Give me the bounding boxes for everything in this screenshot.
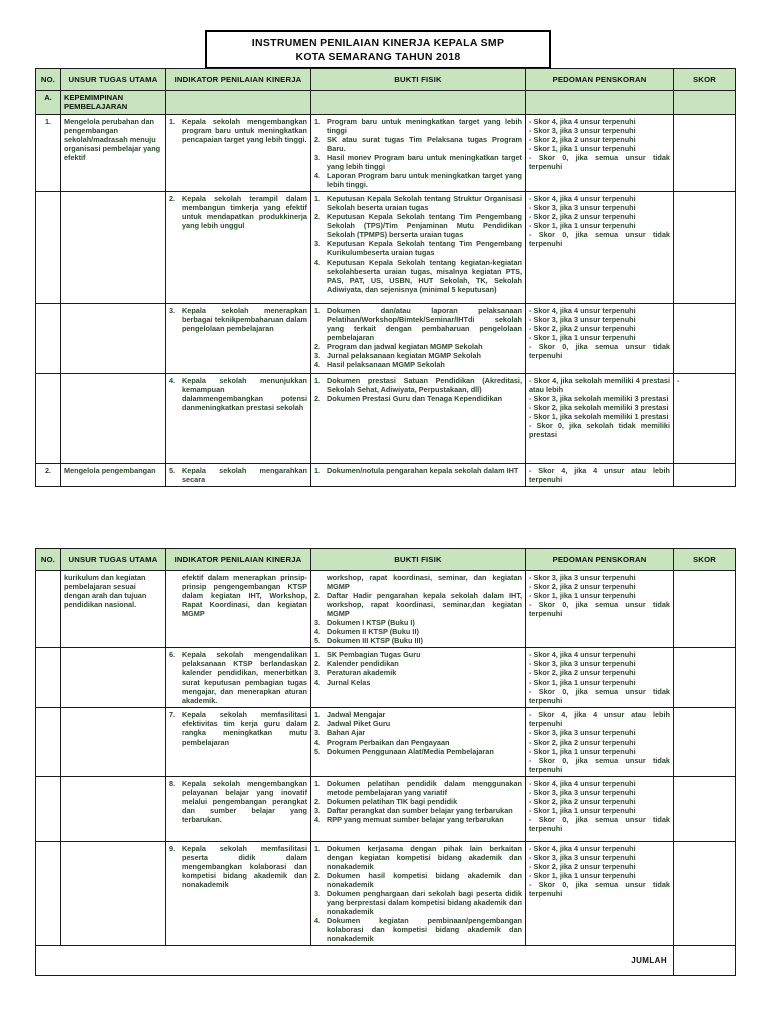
table-row — [36, 192, 736, 304]
bukti-item-text: SK atau surat tugas Tim Pelaksana tugas Program Baru. — [327, 134, 522, 153]
bukti-item-number: 1. — [314, 710, 321, 720]
bukti-item — [314, 153, 522, 171]
cell-skor — [674, 776, 736, 841]
bukti-item — [314, 306, 522, 342]
cell-unsur-tugas-utama: KEPEMIMPINAN PEMBELAJARAN — [61, 91, 166, 115]
pedoman-line: - Skor 4, jika 4 unsur terpenuhi — [529, 650, 636, 660]
bukti-item-number: 3. — [314, 805, 321, 815]
table-row — [36, 571, 736, 648]
bukti-item — [314, 719, 522, 728]
indikator-item — [169, 844, 307, 889]
page-1 — [35, 68, 735, 487]
bukti-item-text: Keputusan Kepala Sekolah tentang Struktur Organisasi Sekolah beserta uraian tugas — [327, 194, 522, 213]
bukti-item-text: Dokumen/notula pengarahan kepala sekolah dalam IHT — [327, 466, 519, 476]
bukti-item-text: Daftar perangkat dan sumber belajar yang terbarukan — [327, 805, 513, 815]
cell-unsur-tugas-utama: Mengelola pengembangan — [61, 464, 166, 487]
bukti-item — [314, 171, 522, 189]
bukti-item-number: 1. — [314, 194, 321, 204]
document-title-line2: KOTA SEMARANG TAHUN 2018 — [295, 51, 461, 64]
bukti-item — [314, 627, 522, 636]
cell-no — [36, 708, 61, 776]
bukti-item — [314, 466, 522, 475]
pedoman-line: - Skor 1, jika sekolah memiliki 1 prestasi — [529, 412, 669, 422]
pedoman-line: - Skor 0, jika semua unsur tidak terpenuhi — [529, 755, 670, 774]
bukti-item-text: Program dan jadwal kegiatan MGMP Sekolah — [327, 342, 483, 352]
bukti-item-text: Jurnal pelaksanaan kegiatan MGMP Sekolah — [327, 351, 481, 361]
bukti-item — [314, 871, 522, 889]
indikator-item — [169, 376, 307, 412]
cell-no: 1. — [36, 114, 61, 191]
bukti-item-number: 4. — [314, 257, 321, 267]
column-header: BUKTI FISIK — [311, 69, 526, 91]
pedoman-line: - Skor 4, jika 4 unsur terpenuhi — [529, 778, 636, 788]
pedoman-line: - Skor 2, jika 2 unsur terpenuhi — [529, 861, 636, 871]
bukti-item-text: Dokumen III KTSP (Buku III) — [327, 636, 423, 646]
table-row — [36, 374, 736, 464]
cell-bukti-fisik — [311, 648, 526, 708]
bukti-item-number: 5. — [314, 746, 321, 756]
bukti-item-number: 4. — [314, 737, 321, 747]
cell-no — [36, 776, 61, 841]
cell-bukti-fisik — [311, 464, 526, 487]
cell-unsur-tugas-utama — [61, 374, 166, 464]
pedoman-line: - Skor 2, jika 2 unsur terpenuhi — [529, 212, 636, 222]
indikator-text: Kepala sekolah memfasilitasi peserta didik dalam mengembangkan kolaborasi dan kompetisi bidang akademik dan nonakademik — [182, 843, 307, 889]
bukti-item — [314, 258, 522, 294]
indikator-text: Kepala sekolah terampil dalam membangun timkerja yang efektif untuk mendapatkan produkkinerja yang lebih unggul — [182, 194, 307, 231]
jumlah-row — [36, 946, 736, 976]
bukti-item-number: 2. — [314, 659, 321, 669]
bukti-item — [314, 710, 522, 719]
bukti-item-number: 2. — [314, 394, 321, 404]
cell-unsur-tugas-utama — [61, 648, 166, 708]
pedoman-line: - Skor 0, jika semua unsur tidak terpenuhi — [529, 879, 670, 898]
pedoman-line: - Skor 0, jika semua unsur tidak terpenuhi — [529, 600, 670, 619]
cell-skor: - — [674, 374, 736, 464]
cell-indikator — [166, 114, 311, 191]
cell-pedoman-penskoran — [526, 192, 674, 304]
indikator-item — [169, 710, 307, 746]
cell-no — [36, 841, 61, 946]
pedoman-line: - Skor 1, jika 1 unsur terpenuhi — [529, 746, 636, 756]
indikator-item — [169, 306, 307, 333]
bukti-item-number: 1. — [314, 116, 321, 126]
column-header: PEDOMAN PENSKORAN — [526, 549, 674, 571]
cell-bukti-fisik — [311, 114, 526, 191]
column-header: BUKTI FISIK — [311, 549, 526, 571]
page-2 — [35, 548, 735, 976]
indikator-number: 8. — [169, 778, 176, 788]
table-header-row — [36, 69, 736, 91]
pedoman-line: - Skor 4, jika 4 unsur terpenuhi — [529, 306, 636, 316]
pedoman-line: - Skor 3, jika 3 unsur terpenuhi — [529, 315, 636, 325]
cell-indikator — [166, 304, 311, 374]
table-row — [36, 114, 736, 191]
bukti-item-text: Dokumen II KTSP (Buku II) — [327, 627, 419, 637]
cell-no — [36, 304, 61, 374]
cell-unsur-tugas-utama: Mengelola perubahan dan pengembangan sekolah/madrasah menuju organisasi pembelajar yang efektif — [61, 114, 166, 191]
column-header: INDIKATOR PENILAIAN KINERJA — [166, 549, 311, 571]
bukti-item-text: Program baru untuk meningkatkan target yang lebih tinggi — [327, 116, 522, 135]
bukti-item-number: 4. — [314, 916, 321, 926]
table-row — [36, 648, 736, 708]
bukti-item-number: 2. — [314, 342, 321, 352]
bukti-item-text: Dokumen I KTSP (Buku I) — [327, 618, 415, 628]
bukti-item — [314, 618, 522, 627]
pedoman-line: - Skor 2, jika 2 unsur terpenuhi — [529, 737, 636, 747]
bukti-item — [314, 728, 522, 737]
pedoman-line: - Skor 3, jika 3 unsur terpenuhi — [529, 659, 636, 669]
bukti-item — [314, 376, 522, 394]
document-title — [205, 30, 551, 69]
cell-skor — [674, 648, 736, 708]
cell-no — [36, 374, 61, 464]
cell-skor — [674, 841, 736, 946]
bukti-item-text: Keputusan Kepala Sekolah tentang Tim Pengembang Sekolah (TPS)/Tim Penjaminan Mutu Pendidikan Sekolah (TPMPS) berserta uraian tugas — [327, 212, 522, 240]
bukti-item-number: 3. — [314, 239, 321, 249]
column-header: NO. — [36, 549, 61, 571]
bukti-item-number: 3. — [314, 668, 321, 678]
pedoman-line: - Skor 2, jika 2 unsur terpenuhi — [529, 582, 636, 592]
bukti-item-number: 4. — [314, 360, 321, 370]
pedoman-line: - Skor 4, jika 4 unsur terpenuhi — [529, 843, 636, 853]
indikator-item — [169, 194, 307, 230]
cell-indikator — [166, 776, 311, 841]
bukti-item-text: Jurnal Kelas — [327, 677, 371, 687]
column-header: UNSUR TUGAS UTAMA — [61, 69, 166, 91]
bukti-item — [314, 135, 522, 153]
table-row — [36, 776, 736, 841]
cell-indikator — [166, 192, 311, 304]
table-row — [36, 91, 736, 115]
bukti-item-number: 1. — [314, 843, 321, 853]
bukti-item-number: 4. — [314, 814, 321, 824]
bukti-item-number: 2. — [314, 796, 321, 806]
indikator-item — [169, 650, 307, 704]
bukti-item — [314, 342, 522, 351]
bukti-item-number: 5. — [314, 636, 321, 646]
bukti-item-number: 2. — [314, 719, 321, 729]
bukti-item-number: 2. — [314, 870, 321, 880]
bukti-item-text: Jadwal Piket Guru — [327, 719, 391, 729]
cell-skor — [674, 571, 736, 648]
table-row — [36, 841, 736, 946]
bukti-item — [314, 747, 522, 756]
bukti-item — [314, 889, 522, 916]
bukti-item-number: 1. — [314, 778, 321, 788]
document-title-line1: INSTRUMEN PENILAIAN KINERJA KEPALA SMP — [251, 37, 505, 49]
pedoman-line: - Skor 3, jika 3 unsur terpenuhi — [529, 125, 636, 135]
bukti-item-text: Dokumen pelatihan TIK bagi pendidik — [327, 796, 458, 806]
bukti-item-text: Dokumen prestasi Satuan Pendidikan (Akreditasi, Sekolah Sehat, Adiwiyata, Perpustakaan, dll) — [327, 376, 522, 395]
pedoman-line: - Skor 3, jika 3 unsur terpenuhi — [529, 573, 636, 582]
indikator-text: Kepala sekolah mengembangkan pelayanan belajar yang inovatif melalui pengembangan perangkat dan sumber belajar yang terbarukan. — [182, 778, 307, 824]
bukti-item — [314, 636, 522, 645]
cell-bukti-fisik — [311, 571, 526, 648]
pedoman-line: - Skor 1, jika 1 unsur terpenuhi — [529, 870, 636, 880]
pedoman-line: - Skor 3, jika 3 unsur terpenuhi — [529, 852, 636, 862]
table-row — [36, 304, 736, 374]
bukti-item — [314, 806, 522, 815]
cell-bukti-fisik — [311, 708, 526, 776]
jumlah-label: JUMLAH — [36, 946, 674, 976]
table-header-row — [36, 549, 736, 571]
pedoman-line: - Skor 0, jika semua unsur tidak terpenuhi — [529, 153, 670, 172]
bukti-item-text: Dokumen kegiatan pembinaan/pengembangan kolaborasi dan kompetisi bidang akademik dan nonakademik — [327, 916, 522, 944]
cell-unsur-tugas-utama — [61, 776, 166, 841]
bukti-item — [314, 591, 522, 618]
pedoman-line: - Skor 2, jika 2 unsur terpenuhi — [529, 324, 636, 334]
jumlah-skor-cell — [674, 946, 736, 976]
bukti-item-text: Dokumen kerjasama dengan pihak lain berkaitan dengan kegiatan kompetisi bidang akademik dan nonakademik — [327, 843, 522, 871]
indikator-item — [169, 117, 307, 144]
bukti-item-number: 2. — [314, 591, 321, 601]
bukti-item-number: 4. — [314, 677, 321, 687]
cell-pedoman-penskoran — [526, 114, 674, 191]
bukti-item-number: 3. — [314, 888, 321, 898]
pedoman-line: - Skor 4, jika 4 unsur atau lebih terpenuhi — [529, 466, 670, 485]
pedoman-line: - Skor 3, jika 3 unsur terpenuhi — [529, 787, 636, 797]
cell-bukti-fisik — [311, 91, 526, 115]
page-2-assessment-table — [35, 548, 736, 976]
bukti-item — [314, 916, 522, 943]
cell-pedoman-penskoran — [526, 571, 674, 648]
bukti-item-text: workshop, rapat koordinasi, seminar, dan kegiatan MGMP — [327, 573, 522, 592]
bukti-item-number: 4. — [314, 171, 321, 181]
pedoman-line: - Skor 3, jika 3 unsur terpenuhi — [529, 728, 636, 738]
cell-unsur-tugas-utama: kurikulum dan kegiatan pembelajaran sesuai dengan arah dan tujuan pendidikan nasional. — [61, 571, 166, 648]
table-row — [36, 708, 736, 776]
pedoman-line: - Skor 2, jika 2 unsur terpenuhi — [529, 134, 636, 144]
cell-unsur-tugas-utama — [61, 708, 166, 776]
indikator-item — [169, 466, 307, 484]
column-header: SKOR — [674, 549, 736, 571]
bukti-item-text: Hasil monev Program baru untuk meningkatkan target yang lebih tinggi — [327, 153, 522, 172]
pedoman-line: - Skor 0, jika semua unsur tidak terpenuhi — [529, 230, 670, 249]
bukti-item-number: 1. — [314, 376, 321, 386]
cell-indikator — [166, 91, 311, 115]
cell-pedoman-penskoran — [526, 708, 674, 776]
cell-pedoman-penskoran — [526, 374, 674, 464]
bukti-item-text: Dokumen Penggunaan Alat/Media Pembelajaran — [327, 746, 494, 756]
pedoman-line: - Skor 0, jika sekolah tidak memiliki prestasi — [529, 421, 670, 440]
cell-skor — [674, 464, 736, 487]
bukti-item-number: 1. — [314, 306, 321, 316]
bukti-item-number: 2. — [314, 212, 321, 222]
bukti-item-text: Dokumen pelatihan pendidik dalam menggunakan metode pembelajaran yang variatif — [327, 778, 522, 797]
cell-bukti-fisik — [311, 776, 526, 841]
pedoman-line: - Skor 1, jika 1 unsur terpenuhi — [529, 143, 636, 153]
cell-unsur-tugas-utama — [61, 192, 166, 304]
bukti-item — [314, 239, 522, 257]
bukti-item-number: 3. — [314, 153, 321, 162]
bukti-item — [314, 194, 522, 212]
bukti-item-number: 3. — [314, 351, 321, 361]
cell-pedoman-penskoran — [526, 776, 674, 841]
cell-bukti-fisik — [311, 841, 526, 946]
pedoman-line: - Skor 1, jika 1 unsur terpenuhi — [529, 333, 636, 343]
pedoman-line: - Skor 0, jika semua unsur tidak terpenuhi — [529, 814, 670, 833]
cell-skor — [674, 192, 736, 304]
pedoman-line: - Skor 4, jika sekolah memiliki 4 prestasi atau lebih — [529, 376, 670, 395]
indikator-text: Kepala sekolah memfasilitasi efektivitas tim kerja guru dalam rangka meningkatkan mutu pembelajaran — [182, 710, 307, 747]
cell-unsur-tugas-utama — [61, 304, 166, 374]
cell-indikator — [166, 374, 311, 464]
bukti-item-text: Program Perbaikan dan Pengayaan — [327, 737, 450, 747]
bukti-item-text: Dokumen Prestasi Guru dan Tenaga Kependidikan — [327, 394, 503, 404]
bukti-item-text: Daftar Hadir pengarahan kepala sekolah dalam IHT, workshop, rapat koordinasi, seminar,dan kegiatan MGMP — [327, 591, 522, 619]
bukti-item-text: Kalender pendidikan — [327, 659, 399, 669]
cell-skor — [674, 708, 736, 776]
cell-bukti-fisik — [311, 192, 526, 304]
bukti-item-text: Keputusan Kepala Sekolah tentang kegiatan-kegiatan sekolahbeserta uraian tugas, misalnya kegiatan PTS, PAS, PAT, US, USBN, HUT Sekolah, TK, Sekolah Adiwiyata, dan sejenisnya (minimal 5 keputusan) — [327, 257, 522, 294]
bukti-item-text: Dokumen penghargaan dari sekolah bagi peserta didik yang berprestasi dalam kompetisi bidang akademik dan nonakademik — [327, 888, 522, 917]
pedoman-line: - Skor 2, jika sekolah memiliki 3 prestasi — [529, 403, 669, 413]
pedoman-line: - Skor 4, jika 4 unsur terpenuhi — [529, 194, 636, 204]
indikator-item — [169, 573, 307, 618]
cell-no — [36, 192, 61, 304]
indikator-text: Kepala sekolah mengembangkan program baru untuk meningkatkan pencapaian target yang lebih tinggi. — [182, 116, 307, 144]
cell-indikator — [166, 648, 311, 708]
bukti-item — [314, 573, 522, 591]
bukti-item — [314, 659, 522, 668]
column-header: INDIKATOR PENILAIAN KINERJA — [166, 69, 311, 91]
page-1-assessment-table — [35, 68, 736, 487]
pedoman-line: - Skor 4, jika 4 unsur atau lebih terpenuhi — [529, 710, 670, 729]
bukti-item-text: Dokumen dan/atau laporan pelaksanaan Pelatihan/Workshop/Bimtek/Seminar/IHTdi sekolah yang terkait dengan pembaharuan pengelolaan pembelajaran — [327, 306, 522, 343]
column-header: NO. — [36, 69, 61, 91]
cell-pedoman-penskoran — [526, 648, 674, 708]
cell-indikator — [166, 464, 311, 487]
cell-pedoman-penskoran — [526, 464, 674, 487]
cell-pedoman-penskoran — [526, 91, 674, 115]
bukti-item-text: Keputusan Kepala Sekolah tentang Tim Pengembang Kurikulumbeserta uraian tugas — [327, 239, 522, 258]
column-header: UNSUR TUGAS UTAMA — [61, 549, 166, 571]
cell-unsur-tugas-utama — [61, 841, 166, 946]
cell-indikator — [166, 841, 311, 946]
cell-indikator — [166, 571, 311, 648]
pedoman-line: - Skor 1, jika 1 unsur terpenuhi — [529, 805, 636, 815]
pedoman-line: - Skor 1, jika 1 unsur terpenuhi — [529, 221, 636, 231]
cell-bukti-fisik — [311, 374, 526, 464]
cell-pedoman-penskoran — [526, 841, 674, 946]
bukti-item-text: Hasil pelaksanaan MGMP Sekolah — [327, 360, 445, 370]
bukti-item-number: 4. — [314, 627, 321, 637]
indikator-text: Kepala sekolah mengendalikan pelaksanaan KTSP berlandaskan kalender pendidikan, menerbitkan surat keputusan pembagian tugas mengajar, dan menerapkan aturan akademik. — [182, 650, 307, 705]
pedoman-line: - Skor 0, jika semua unsur tidak terpenuhi — [529, 686, 670, 705]
bukti-item-number: 2. — [314, 134, 321, 144]
bukti-item — [314, 797, 522, 806]
bukti-item — [314, 212, 522, 239]
indikator-number: 7. — [169, 710, 176, 720]
bukti-item-text: Bahan Ajar — [327, 728, 366, 738]
indikator-text: efektif dalam menerapkan prinsip-prinsip pengengembangan KTSP dalam kegiatan IHT, Workshop, Rapat Koordinasi, dan kegiatan MGMP — [182, 573, 307, 619]
bukti-item-number: 1. — [314, 650, 321, 660]
indikator-number: 2. — [169, 194, 176, 204]
pedoman-line: - Skor 1, jika 1 unsur terpenuhi — [529, 591, 636, 601]
bukti-item — [314, 678, 522, 687]
cell-no: 2. — [36, 464, 61, 487]
cell-bukti-fisik — [311, 304, 526, 374]
bukti-item-text: RPP yang memuat sumber belajar yang terbarukan — [327, 814, 504, 824]
bukti-item-text: SK Pembagian Tugas Guru — [327, 650, 421, 660]
bukti-item — [314, 738, 522, 747]
bukti-item-text: Laporan Program baru untuk meningkatkan target yang lebih tinggi. — [327, 171, 522, 190]
cell-no: A. — [36, 91, 61, 115]
indikator-text: Kepala sekolah mengarahkan secara — [182, 466, 307, 485]
bukti-item — [314, 844, 522, 871]
pedoman-line: - Skor 0, jika semua unsur tidak terpenuhi — [529, 342, 670, 361]
pedoman-line: - Skor 1, jika 1 unsur terpenuhi — [529, 677, 636, 687]
bukti-item-number: 3. — [314, 728, 321, 738]
bukti-item-text: Peraturan akademik — [327, 668, 397, 678]
indikator-text: Kepala sekolah menunjukkan kemampuan dalammengembangkan potensi danmeningkatkan prestasi sekolah — [182, 376, 307, 413]
pedoman-line: - Skor 4, jika 4 unsur terpenuhi — [529, 116, 636, 126]
table-row — [36, 464, 736, 487]
bukti-item — [314, 351, 522, 360]
cell-no — [36, 571, 61, 648]
bukti-item-number: 1. — [314, 466, 321, 476]
column-header: SKOR — [674, 69, 736, 91]
bukti-item-text: Jadwal Mengajar — [327, 710, 386, 720]
indikator-number: 1. — [169, 116, 176, 126]
cell-no — [36, 648, 61, 708]
indikator-item — [169, 779, 307, 824]
indikator-number: 4. — [169, 376, 176, 386]
pedoman-line: - Skor 2, jika 2 unsur terpenuhi — [529, 796, 636, 806]
bukti-item — [314, 117, 522, 135]
cell-skor — [674, 114, 736, 191]
pedoman-line: - Skor 3, jika 3 unsur terpenuhi — [529, 203, 636, 213]
pedoman-line: - Skor 3, jika sekolah memiliki 3 prestasi — [529, 394, 669, 404]
cell-indikator — [166, 708, 311, 776]
indikator-number: 3. — [169, 306, 176, 316]
column-header: PEDOMAN PENSKORAN — [526, 69, 674, 91]
bukti-item — [314, 779, 522, 797]
bukti-item-text: Dokumen hasil kompetisi bidang akademik dan nonakademik — [327, 870, 522, 889]
bukti-item — [314, 668, 522, 677]
bukti-item — [314, 360, 522, 369]
indikator-number: 9. — [169, 843, 176, 853]
cell-skor — [674, 304, 736, 374]
bukti-item — [314, 815, 522, 824]
bukti-item — [314, 650, 522, 659]
indikator-text: Kepala sekolah menerapkan berbagai teknikpembaharuan dalam pengelolaan pembelajaran — [182, 306, 307, 334]
bukti-item — [314, 394, 522, 403]
bukti-item-number: 3. — [314, 618, 321, 628]
pedoman-line: - Skor 2, jika 2 unsur terpenuhi — [529, 668, 636, 678]
indikator-number: 5. — [169, 466, 176, 476]
indikator-number: 6. — [169, 650, 176, 660]
cell-pedoman-penskoran — [526, 304, 674, 374]
cell-skor — [674, 91, 736, 115]
